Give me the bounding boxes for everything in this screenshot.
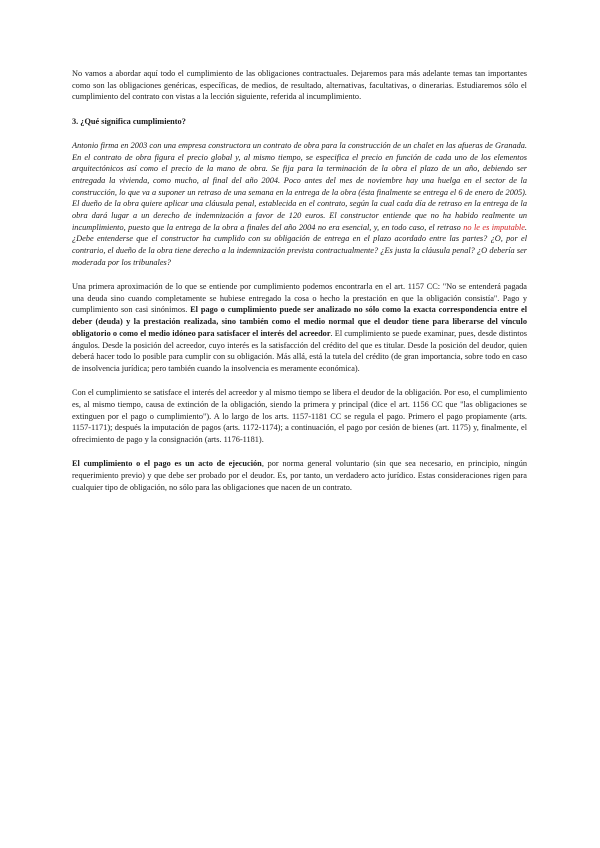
para1-bold: El pago o cumplimiento puede ser analizado no sólo como la exacta correspondencia entre el deber (deuda) y la prestación realizada, sino también como el medio normal que el deudor tiene para liberarse del vínculo obligatorio o como el medio idóneo para satisfacer el interés del acreedor — [72, 305, 527, 338]
paragraph-2 — [72, 387, 527, 446]
para1-part1: Una primera aproximación de lo que se entiende por cumplimiento podemos encontrarla en el art. 1157 CC: "No se entenderá pagada una deuda sino cuando completamente se hubiese entregado la cosa o hecho la prestación en que la obligación consistía". Pago y cumplimiento son casi sinónimos. — [72, 282, 527, 315]
para2-text: Con el cumplimiento se satisface el interés del acreedor y al mismo tiempo se libera el deudor de la obligación. Por eso, el cumplimiento es, al mismo tiempo, causa de extinción de la obligación, siendo la primera y principal (dice el art. 1156 CC que "las obligaciones se extinguen por el pago o cumplimiento"). A lo largo de los arts. 1157-1181 CC se regula el pago. Primero el pago propiamente (arts. 1157-1171); después la imputación de pagos (arts. 1172-1174); a continuación, el pago por cesión de bienes (art. 1175) y, finalmente, el ofrecimiento de pago y la consignación (arts. 1176-1181). — [72, 388, 527, 444]
case-paragraph — [72, 140, 527, 269]
paragraph-1 — [72, 281, 527, 375]
section-heading: 3. ¿Qué significa cumplimiento? — [72, 116, 186, 126]
para1-part2: . El cumplimiento se puede examinar, pues, desde distintos ángulos. Desde la posición del acreedor, cuyo interés es la satisfacción del crédito del que es titular. Desde la posición del deudor, quien deberá hacer todo lo posible para cumplir con su obligación. Más allá, está la tutela del crédito (de gran importancia, sobre todo en caso de insolvencia jurídica; pero también cuando la insolvencia es meramente económica). — [72, 328, 527, 373]
intro-text: No vamos a abordar aquí todo el cumplimiento de las obligaciones contractuales. Dejaremos para más adelante temas tan importantes como son las obligaciones genéricas, específicas, de medios, de resultado, alternativas, facultativas, o dinerarias. Estudiaremos sólo el cumplimiento del contrato con vistas a la lección siguiente, referida al incumplimiento. — [72, 69, 527, 102]
case-text-part2: . ¿Debe entenderse que el constructor ha cumplido con su obligación de entrega en el plazo acordado entre las partes? ¿O, por el contrario, el dueño de la obra tiene derecho a la indemnización prevista contractualmente? ¿Es justa la cláusula penal? ¿O debería ser moderada por los tribunales? — [72, 222, 527, 267]
intro-paragraph — [72, 68, 527, 103]
para3-text: , por norma general voluntario (sin que sea necesario, en principio, ningún requerimiento previo) y que debe ser probado por el deudor. Es, por tanto, un verdadero acto jurídico. Estas consideraciones rigen para cualquier tipo de obligación, no sólo para las obligaciones que nacen de un contrato. — [72, 459, 527, 492]
case-text-part1: Antonio firma en 2003 con una empresa constructora un contrato de obra para la construcción de un chalet en las afueras de Granada. En el contrato de obra figura el precio global y, al mismo tiempo, se especifica el precio en función de cada uno de los elementos arquitectónicos así como el precio de la mano de obra. Se fija para la terminación de la obra el plazo de un año, debiendo ser entregada la vivienda, como mucho, al final del año 2004. Poco antes del mes de noviembre hay una huelga en el sector de la construcción, lo que va a suponer un retraso de una semana en la entrega de la obra (ésta finalmente se entrega el 6 de enero de 2005). El dueño de la obra quiere aplicar una cláusula penal, establecida en el contrato, según la cual cada día de retraso en la entrega de la obra dará lugar a un derecho de indemnización a favor de 120 euros. El constructor entiende que no ha habido realmente un incumplimiento, puesto que la entrega de la obra a finales del año 2004 no era esencial, y, en todo caso, el retraso — [72, 140, 527, 232]
paragraph-3 — [72, 458, 527, 493]
document-page — [72, 68, 527, 506]
case-highlight: no le es imputable — [463, 222, 525, 232]
para3-bold: El cumplimiento o el pago es un acto de ejecución — [72, 459, 262, 469]
